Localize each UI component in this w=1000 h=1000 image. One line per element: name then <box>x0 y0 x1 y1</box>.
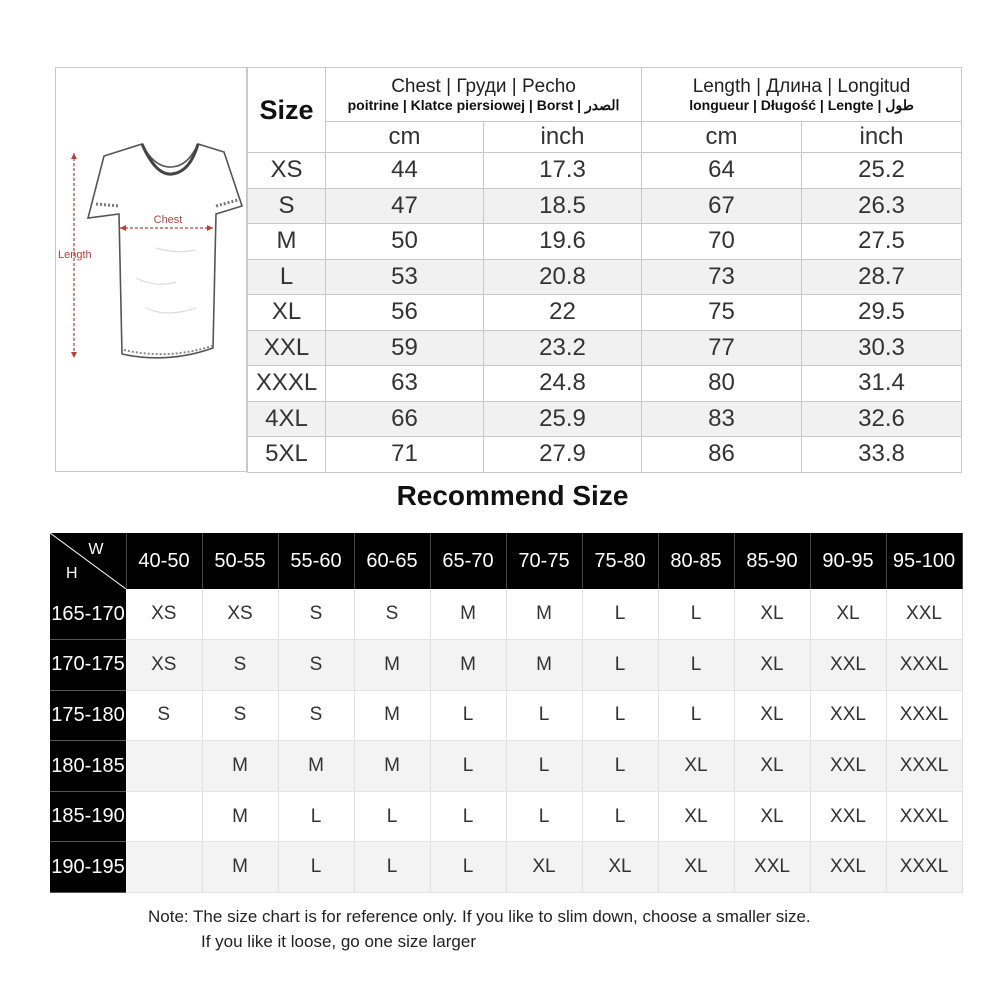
weight-header: 65-70 <box>430 533 506 589</box>
height-label: 190-195 <box>50 842 126 893</box>
size-cell-chest-inch: 20.8 <box>484 259 642 295</box>
recommend-cell: XL <box>734 791 810 842</box>
recommend-size-table <box>50 533 963 893</box>
unit-length-cm: cm <box>642 122 802 153</box>
size-row <box>248 437 962 473</box>
recommend-cell: L <box>430 741 506 792</box>
size-cell-length-inch: 32.6 <box>802 401 962 437</box>
recommend-cell: M <box>506 640 582 691</box>
recommend-cell: M <box>202 791 278 842</box>
recommend-cell: L <box>506 741 582 792</box>
height-label: 180-185 <box>50 741 126 792</box>
height-label: 165-170 <box>50 589 126 640</box>
size-cell-length-inch: 26.3 <box>802 188 962 224</box>
size-cell-length-inch: 29.5 <box>802 295 962 331</box>
recommend-cell: L <box>354 842 430 893</box>
recommend-cell: L <box>582 589 658 640</box>
size-cell-chest-cm: 50 <box>326 224 484 260</box>
weight-header: 70-75 <box>506 533 582 589</box>
length-header-line2: longueur | Długość | Lengte | طول <box>689 97 914 114</box>
chest-header <box>326 68 642 122</box>
size-cell-size: XS <box>248 153 326 189</box>
recommend-cell: S <box>354 589 430 640</box>
size-cell-length-cm: 86 <box>642 437 802 473</box>
recommend-cell: L <box>506 791 582 842</box>
size-cell-size: M <box>248 224 326 260</box>
height-label: 175-180 <box>50 690 126 741</box>
note-line1: Note: The size chart is for reference only. If you like to slim down, choose a smaller size. <box>148 907 811 926</box>
weight-header: 60-65 <box>354 533 430 589</box>
size-cell-chest-inch: 27.9 <box>484 437 642 473</box>
size-cell-chest-cm: 44 <box>326 153 484 189</box>
recommend-cell: L <box>658 690 734 741</box>
note-line2: If you like it loose, go one size larger <box>201 932 476 951</box>
size-cell-chest-inch: 17.3 <box>484 153 642 189</box>
recommend-cell: XL <box>734 640 810 691</box>
size-cell-chest-cm: 47 <box>326 188 484 224</box>
recommend-cell: XL <box>734 589 810 640</box>
recommend-cell: M <box>202 741 278 792</box>
recommend-cell: XL <box>810 589 886 640</box>
recommend-cell: XS <box>126 640 202 691</box>
recommend-cell: L <box>354 791 430 842</box>
size-cell-length-cm: 75 <box>642 295 802 331</box>
recommend-cell: S <box>202 690 278 741</box>
size-cell-size: XXL <box>248 330 326 366</box>
size-cell-length-cm: 67 <box>642 188 802 224</box>
recommend-cell: XXXL <box>886 791 962 842</box>
recommend-cell: XXL <box>810 741 886 792</box>
recommend-cell: XXXL <box>886 741 962 792</box>
recommend-row <box>50 589 962 640</box>
weight-header: 75-80 <box>582 533 658 589</box>
recommend-cell: L <box>430 791 506 842</box>
size-chart <box>55 67 961 472</box>
weight-header: 85-90 <box>734 533 810 589</box>
size-cell-length-cm: 77 <box>642 330 802 366</box>
weight-header: 80-85 <box>658 533 734 589</box>
size-cell-length-inch: 25.2 <box>802 153 962 189</box>
size-header: Size <box>248 68 326 153</box>
recommend-cell: M <box>354 640 430 691</box>
size-row <box>248 401 962 437</box>
recommend-cell: S <box>202 640 278 691</box>
size-row <box>248 366 962 402</box>
recommend-cell: XXXL <box>886 640 962 691</box>
recommend-row <box>50 690 962 741</box>
recommend-cell: L <box>430 842 506 893</box>
recommend-cell: XL <box>734 741 810 792</box>
recommend-cell: L <box>582 640 658 691</box>
size-cell-chest-inch: 22 <box>484 295 642 331</box>
size-cell-chest-cm: 56 <box>326 295 484 331</box>
recommend-cell: L <box>582 741 658 792</box>
recommend-cell: XL <box>582 842 658 893</box>
unit-length-inch: inch <box>802 122 962 153</box>
size-cell-length-inch: 33.8 <box>802 437 962 473</box>
weight-header: 55-60 <box>278 533 354 589</box>
recommend-cell: L <box>582 690 658 741</box>
height-axis-label: H <box>66 565 78 582</box>
recommend-row <box>50 791 962 842</box>
size-cell-size: S <box>248 188 326 224</box>
size-cell-length-cm: 83 <box>642 401 802 437</box>
recommend-cell: M <box>354 690 430 741</box>
size-row <box>248 188 962 224</box>
recommend-cell: M <box>202 842 278 893</box>
recommend-row <box>50 741 962 792</box>
recommend-cell: XL <box>658 791 734 842</box>
size-cell-chest-inch: 23.2 <box>484 330 642 366</box>
recommend-cell: XXL <box>810 791 886 842</box>
chest-label: Chest <box>153 214 183 226</box>
recommend-cell: M <box>430 640 506 691</box>
height-label: 170-175 <box>50 640 126 691</box>
recommend-cell <box>126 741 202 792</box>
size-cell-chest-cm: 66 <box>326 401 484 437</box>
size-cell-chest-inch: 25.9 <box>484 401 642 437</box>
recommend-cell: M <box>354 741 430 792</box>
size-cell-size: 5XL <box>248 437 326 473</box>
size-cell-length-inch: 30.3 <box>802 330 962 366</box>
recommend-cell: XL <box>734 690 810 741</box>
size-cell-chest-cm: 71 <box>326 437 484 473</box>
recommend-cell: XXL <box>734 842 810 893</box>
length-header <box>642 68 962 122</box>
size-table <box>247 67 962 473</box>
size-cell-chest-inch: 18.5 <box>484 188 642 224</box>
recommend-cell: XS <box>202 589 278 640</box>
unit-chest-inch: inch <box>484 122 642 153</box>
length-header-line1: Length | Длина | Longitud <box>692 75 911 97</box>
size-cell-length-cm: 80 <box>642 366 802 402</box>
size-cell-length-cm: 73 <box>642 259 802 295</box>
recommend-cell <box>126 842 202 893</box>
size-cell-length-cm: 64 <box>642 153 802 189</box>
recommend-cell: XXL <box>810 690 886 741</box>
recommend-cell: XXXL <box>886 690 962 741</box>
size-cell-length-inch: 31.4 <box>802 366 962 402</box>
weight-axis-label: W <box>88 541 104 558</box>
size-cell-size: 4XL <box>248 401 326 437</box>
recommend-cell: L <box>278 842 354 893</box>
tshirt-icon <box>56 68 246 471</box>
recommend-row <box>50 842 962 893</box>
recommend-cell: L <box>582 791 658 842</box>
recommend-cell: L <box>658 640 734 691</box>
size-cell-chest-cm: 53 <box>326 259 484 295</box>
chest-header-line1: Chest | Груди | Pecho <box>391 75 576 97</box>
recommend-cell: M <box>278 741 354 792</box>
recommend-cell: M <box>430 589 506 640</box>
size-cell-length-inch: 28.7 <box>802 259 962 295</box>
recommend-size-title: Recommend Size <box>396 480 629 511</box>
recommend-cell: S <box>278 589 354 640</box>
recommend-cell: L <box>658 589 734 640</box>
size-cell-size: XXXL <box>248 366 326 402</box>
size-row <box>248 224 962 260</box>
recommend-cell: L <box>430 690 506 741</box>
weight-header: 95-100 <box>886 533 962 589</box>
recommend-cell: XXL <box>810 842 886 893</box>
size-cell-size: L <box>248 259 326 295</box>
weight-header: 40-50 <box>126 533 202 589</box>
recommend-cell: S <box>126 690 202 741</box>
recommend-cell: XL <box>658 741 734 792</box>
height-label: 185-190 <box>50 791 126 842</box>
size-note <box>148 904 811 954</box>
size-row <box>248 259 962 295</box>
recommend-cell: S <box>278 690 354 741</box>
weight-header: 50-55 <box>202 533 278 589</box>
size-cell-length-inch: 27.5 <box>802 224 962 260</box>
size-cell-chest-cm: 63 <box>326 366 484 402</box>
chest-header-line2: poitrine | Klatce piersiowej | Borst | الصدر <box>347 97 620 114</box>
size-cell-chest-cm: 59 <box>326 330 484 366</box>
recommend-row <box>50 640 962 691</box>
unit-chest-cm: cm <box>326 122 484 153</box>
size-cell-chest-inch: 19.6 <box>484 224 642 260</box>
recommend-cell: XS <box>126 589 202 640</box>
size-cell-size: XL <box>248 295 326 331</box>
recommend-cell: L <box>278 791 354 842</box>
recommend-cell: XL <box>506 842 582 893</box>
size-row <box>248 330 962 366</box>
length-label: Length <box>58 249 92 261</box>
recommend-cell: XXXL <box>886 842 962 893</box>
recommend-cell: L <box>506 690 582 741</box>
recommend-cell: XXL <box>810 640 886 691</box>
recommend-cell: S <box>278 640 354 691</box>
size-cell-length-cm: 70 <box>642 224 802 260</box>
recommend-cell: XL <box>658 842 734 893</box>
tshirt-diagram <box>55 67 247 472</box>
recommend-cell: M <box>506 589 582 640</box>
size-row <box>248 295 962 331</box>
size-cell-chest-inch: 24.8 <box>484 366 642 402</box>
weight-header: 90-95 <box>810 533 886 589</box>
recommend-cell: XXL <box>886 589 962 640</box>
size-row <box>248 153 962 189</box>
recommend-cell <box>126 791 202 842</box>
weight-height-corner <box>50 533 126 589</box>
